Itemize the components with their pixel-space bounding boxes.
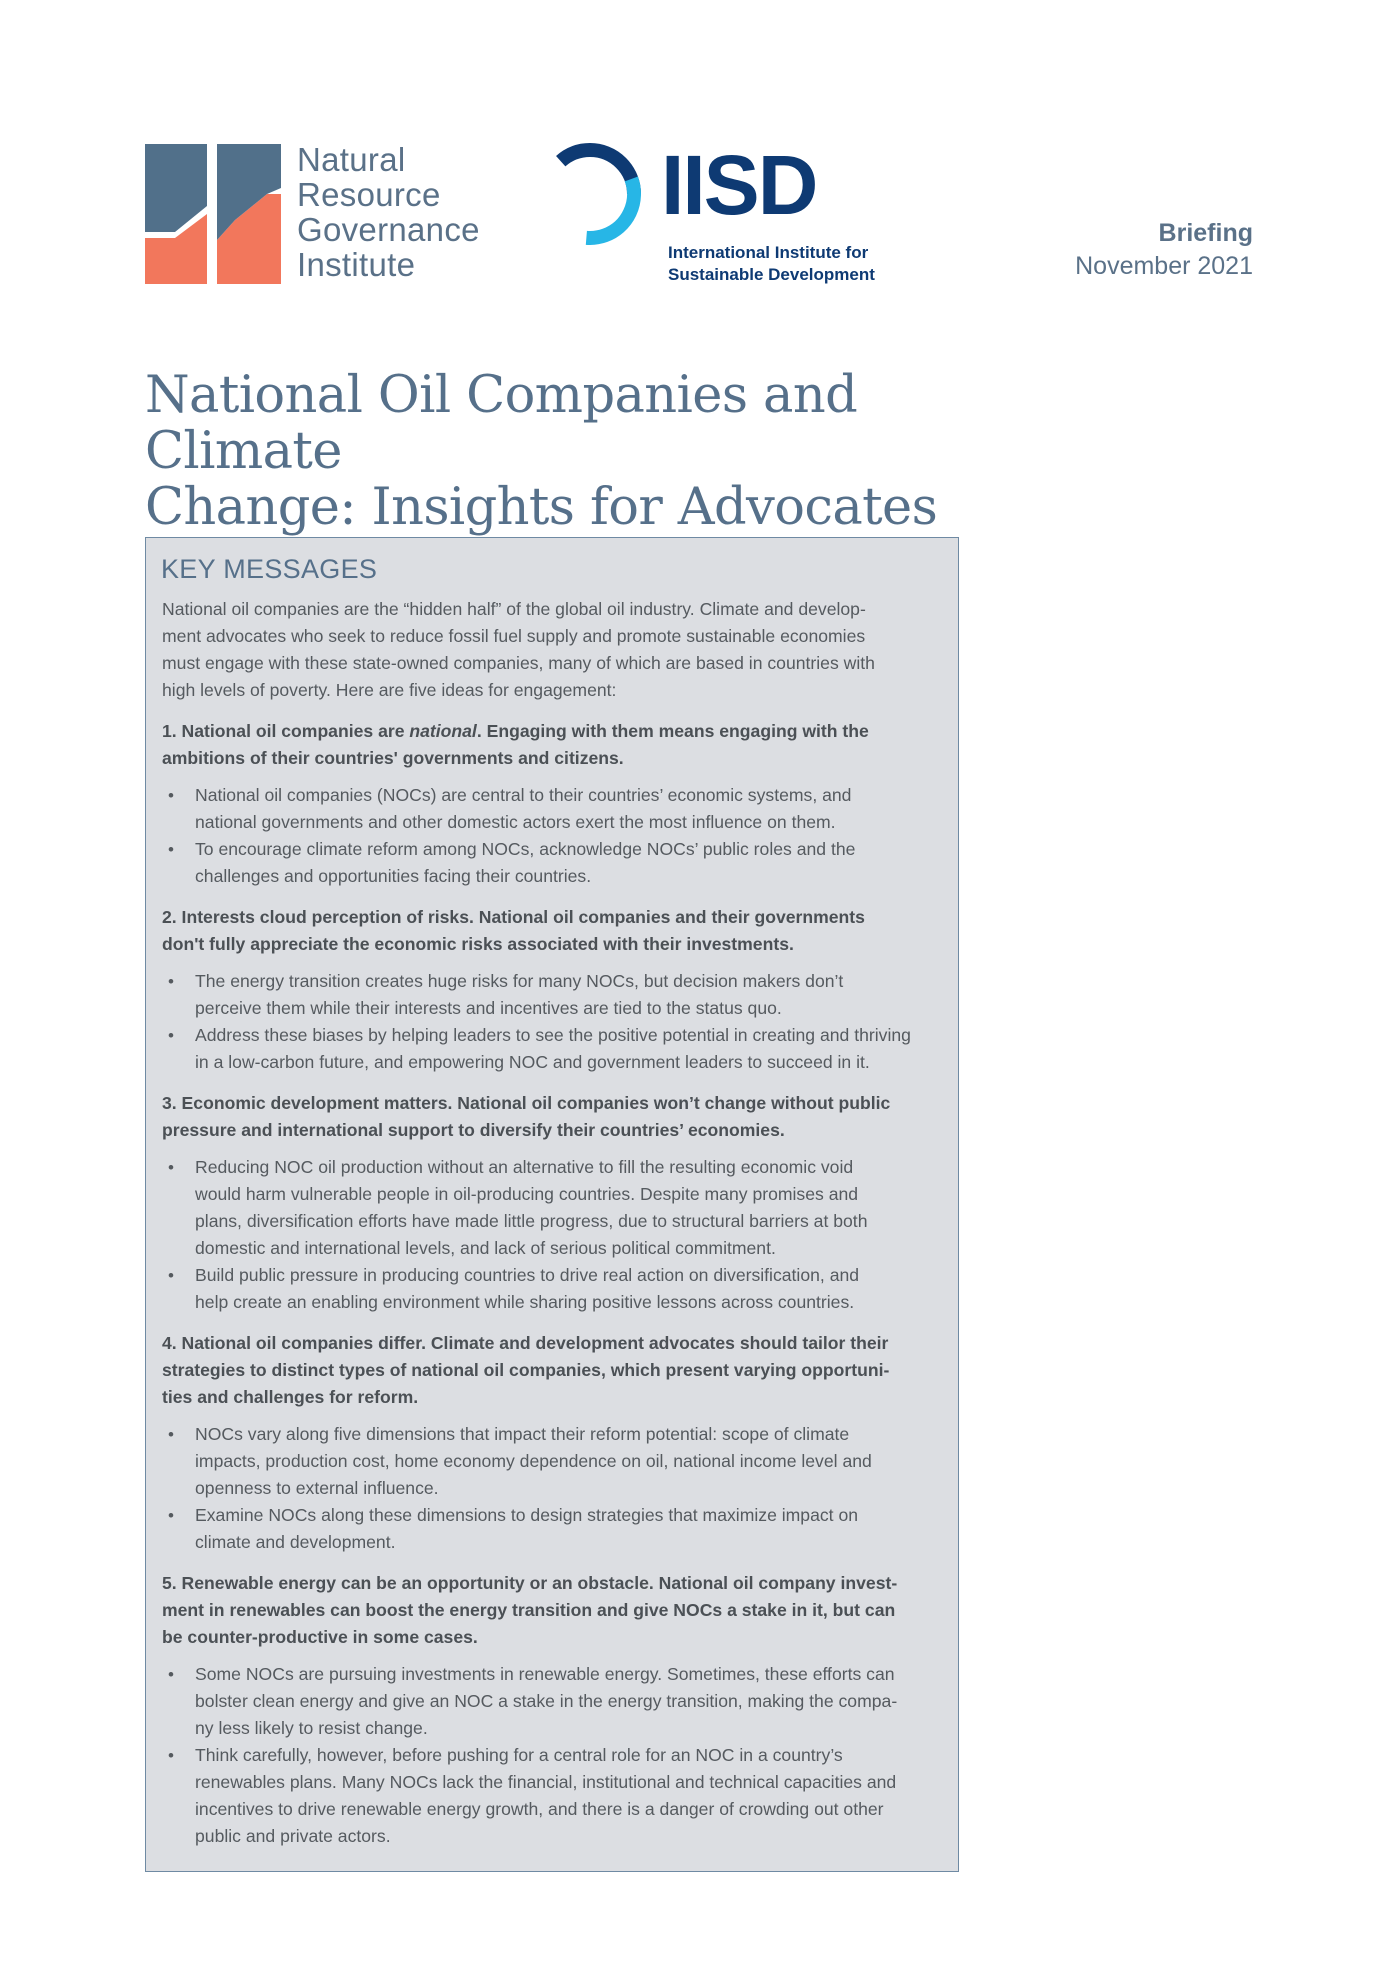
bullet-item [162,836,942,890]
bullet-dot-icon: • [168,840,174,859]
bullet-item [162,1154,942,1262]
bullet-dot-icon: • [168,1026,174,1045]
bullet-line: bolster clean energy and give an NOC a stake in the energy transition, making the compa- [195,1691,898,1711]
message-title-line [162,718,942,745]
bullet-line: challenges and opportunities facing their countries. [195,866,592,886]
bullet-dot-icon: • [168,786,174,805]
briefing-date: November 2021 [1075,252,1253,280]
intro-line: must engage with these state-owned companies, many of which are based in countries with [162,653,875,673]
key-messages-heading: KEY MESSAGES [161,554,378,584]
message-title-line: 3. Economic development matters. National oil companies won’t change without public [162,1093,891,1113]
bullet-item [162,1502,942,1556]
message-title-line: don't fully appreciate the economic risks associated with their investments. [162,934,794,954]
message-title-line: ambitions of their countries' governments and citizens. [162,748,624,768]
bullet-line: plans, diversification efforts have made little progress, due to structural barriers at both [195,1211,868,1231]
briefing-info [1075,218,1253,284]
message-title-rest: . Engaging with them means engaging with the [476,721,869,741]
bullet-line: Reducing NOC oil production without an alternative to fill the resulting economic void [195,1157,854,1177]
title-line: National Oil Companies and Climate [145,366,858,481]
message-title-5 [162,1570,942,1651]
bullet-dot-icon: • [168,972,174,991]
message-title-prefix: 1. National oil companies are [162,721,410,741]
bullet-item [162,1022,942,1076]
bullet-dot-icon: • [168,1425,174,1444]
iisd-subtitle-line: International Institute for [668,243,869,262]
iisd-subtitle-line: Sustainable Development [668,265,875,284]
bullet-line: National oil companies (NOCs) are central to their countries’ economic systems, and [195,785,852,805]
bullet-line: public and private actors. [195,1826,391,1846]
bullet-line: help create an enabling environment while sharing positive lessons across countries. [195,1292,855,1312]
bullet-line: Examine NOCs along these dimensions to design strategies that maximize impact on [195,1505,859,1525]
bullet-line: NOCs vary along five dimensions that impact their reform potential: scope of climate [195,1424,850,1444]
bullet-line: Address these biases by helping leaders to see the positive potential in creating and thriving [195,1025,911,1045]
bullet-dot-icon: • [168,1158,174,1177]
intro-line: ment advocates who seek to reduce fossil fuel supply and promote sustainable economies [162,626,866,646]
bullet-line: renewables plans. Many NOCs lack the financial, institutional and technical capacities and [195,1772,897,1792]
bullet-line: in a low-carbon future, and empowering NOC and government leaders to succeed in it. [195,1052,870,1072]
iisd-ring-icon [534,138,646,250]
nrgi-name-line: Natural [297,141,406,178]
bullet-dot-icon: • [168,1665,174,1684]
message-title-4 [162,1330,942,1411]
page-header [0,0,1400,300]
message-title-line: ties and challenges for reform. [162,1387,419,1407]
page-title [145,368,1015,536]
nrgi-name-line: Institute [297,246,416,283]
bullet-line: impacts, production cost, home economy dependence on oil, national income level and [195,1451,872,1471]
bullet-line: would harm vulnerable people in oil-producing countries. Despite many promises and [195,1184,859,1204]
message-title-line: strategies to distinct types of national oil companies, which present varying opportuni- [162,1360,890,1380]
intro-line: National oil companies are the “hidden half” of the global oil industry. Climate and develop- [162,599,866,619]
message-title-line: 2. Interests cloud perception of risks. National oil companies and their governments [162,907,865,927]
bullet-dot-icon: • [168,1266,174,1285]
nrgi-name-line: Governance [297,211,480,248]
message-title-3 [162,1090,942,1144]
message-bullets-5 [162,1661,942,1850]
message-bullets-4 [162,1421,942,1556]
bullet-line: The energy transition creates huge risks for many NOCs, but decision makers don’t [195,971,844,991]
bullet-line: To encourage climate reform among NOCs, acknowledge NOCs’ public roles and the [195,839,856,859]
bullet-line: national governments and other domestic actors exert the most influence on them. [195,812,836,832]
message-title-emphasis: national [409,721,477,741]
bullet-line: openness to external influence. [195,1478,439,1498]
message-title-line: 5. Renewable energy can be an opportunity or an obstacle. National oil company invest- [162,1573,898,1593]
nrgi-name-line: Resource [297,176,441,213]
title-line: Change: Insights for Advocates [145,478,938,537]
iisd-wordmark: IISD [661,138,817,232]
message-title-line: pressure and international support to diversify their countries’ economies. [162,1120,785,1140]
message-title-1 [162,718,942,772]
bullet-item [162,1262,942,1316]
key-messages-box [145,537,959,1872]
message-bullets-3 [162,1154,942,1316]
bullet-item [162,1742,942,1850]
bullet-line: Build public pressure in producing countries to drive real action on diversification, and [195,1265,860,1285]
bullet-line: domestic and international levels, and lack of serious political commitment. [195,1238,776,1258]
intro-paragraph [162,596,942,704]
bullet-dot-icon: • [168,1506,174,1525]
bullet-line: incentives to drive renewable energy growth, and there is a danger of crowding out other [195,1799,884,1819]
bullet-item [162,1421,942,1502]
bullet-item [162,1661,942,1742]
intro-line: high levels of poverty. Here are five ideas for engagement: [162,680,617,700]
iisd-subtitle [668,242,875,286]
message-title-line: 4. National oil companies differ. Climate and development advocates should tailor their [162,1333,889,1353]
message-bullets-1 [162,782,942,890]
message-title-line: be counter-productive in some cases. [162,1627,478,1647]
bullet-line: Some NOCs are pursuing investments in renewable energy. Sometimes, these efforts can [195,1664,895,1684]
bullet-line: climate and development. [195,1532,396,1552]
bullet-item [162,968,942,1022]
bullet-line: Think carefully, however, before pushing for a central role for an NOC in a country’s [195,1745,843,1765]
bullet-item [162,782,942,836]
briefing-type: Briefing [1158,219,1253,247]
message-title-line: ment in renewables can boost the energy transition and give NOCs a stake in it, but can [162,1600,896,1620]
nrgi-name [297,142,480,282]
bullet-line: perceive them while their interests and incentives are tied to the status quo. [195,998,782,1018]
nrgi-logo-icon [145,144,281,284]
message-title-2 [162,904,942,958]
message-bullets-2 [162,968,942,1076]
bullet-dot-icon: • [168,1746,174,1765]
bullet-line: ny less likely to resist change. [195,1718,428,1738]
